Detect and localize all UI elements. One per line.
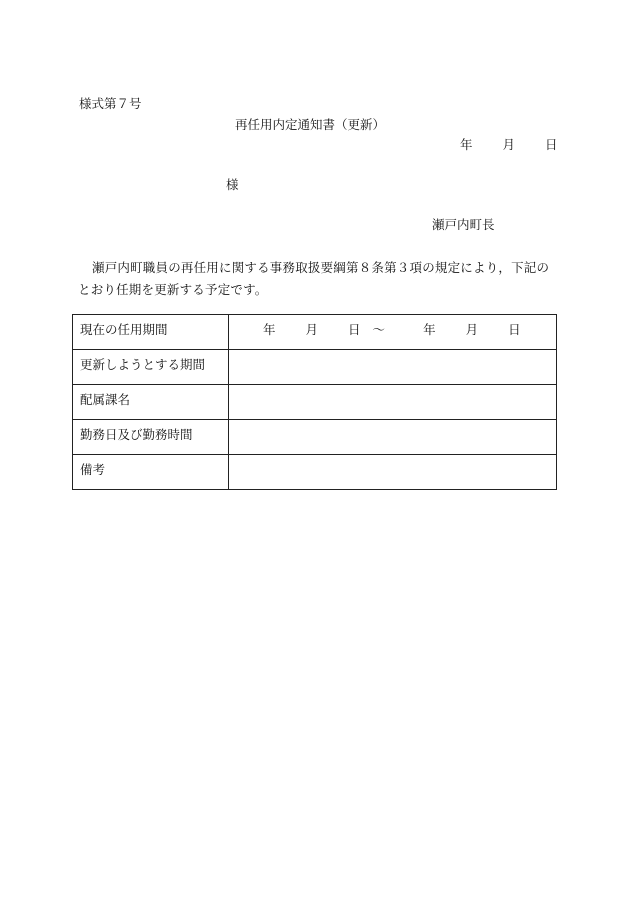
table-row xyxy=(73,455,557,490)
work-schedule-value xyxy=(229,420,557,455)
addressee-suffix: 様 xyxy=(226,177,239,192)
form-number: 様式第７号 xyxy=(79,96,142,111)
body-paragraph: 瀬戸内町職員の再任用に関する事務取扱要綱第８条第３項の規定により，下記のとおり任期を更新する予定です。 xyxy=(78,260,550,297)
sender-name: 瀬戸内町長 xyxy=(432,217,495,232)
table-row xyxy=(73,385,557,420)
period-end-month: 月 xyxy=(465,322,479,337)
table-row xyxy=(73,420,557,455)
row-label-work-schedule: 勤務日及び勤務時間 xyxy=(73,420,229,455)
issue-date xyxy=(460,139,558,152)
row-label-department: 配属課名 xyxy=(73,385,229,420)
row-label-renewal-period: 更新しようとする期間 xyxy=(73,350,229,385)
department-value xyxy=(229,385,557,420)
document-title: 再任用内定通知書（更新） xyxy=(235,117,386,132)
date-day: 日 xyxy=(545,137,558,152)
period-start-day: 日 xyxy=(348,322,361,337)
period-start-month: 月 xyxy=(305,322,319,337)
table-row xyxy=(73,350,557,385)
date-year: 年 xyxy=(460,137,473,152)
renewal-period-value xyxy=(229,350,557,385)
remarks-value xyxy=(229,455,557,490)
period-separator: 〜 xyxy=(372,322,386,337)
table-row xyxy=(73,315,557,350)
period-end-year: 年 xyxy=(423,322,436,337)
period-start-year: 年 xyxy=(263,322,276,337)
period-end-day: 日 xyxy=(508,322,521,337)
date-month: 月 xyxy=(502,137,516,152)
row-label-remarks: 備考 xyxy=(73,455,229,490)
details-table xyxy=(72,314,557,490)
current-period-value xyxy=(229,315,557,350)
row-label-current-period: 現在の任用期間 xyxy=(73,315,229,350)
